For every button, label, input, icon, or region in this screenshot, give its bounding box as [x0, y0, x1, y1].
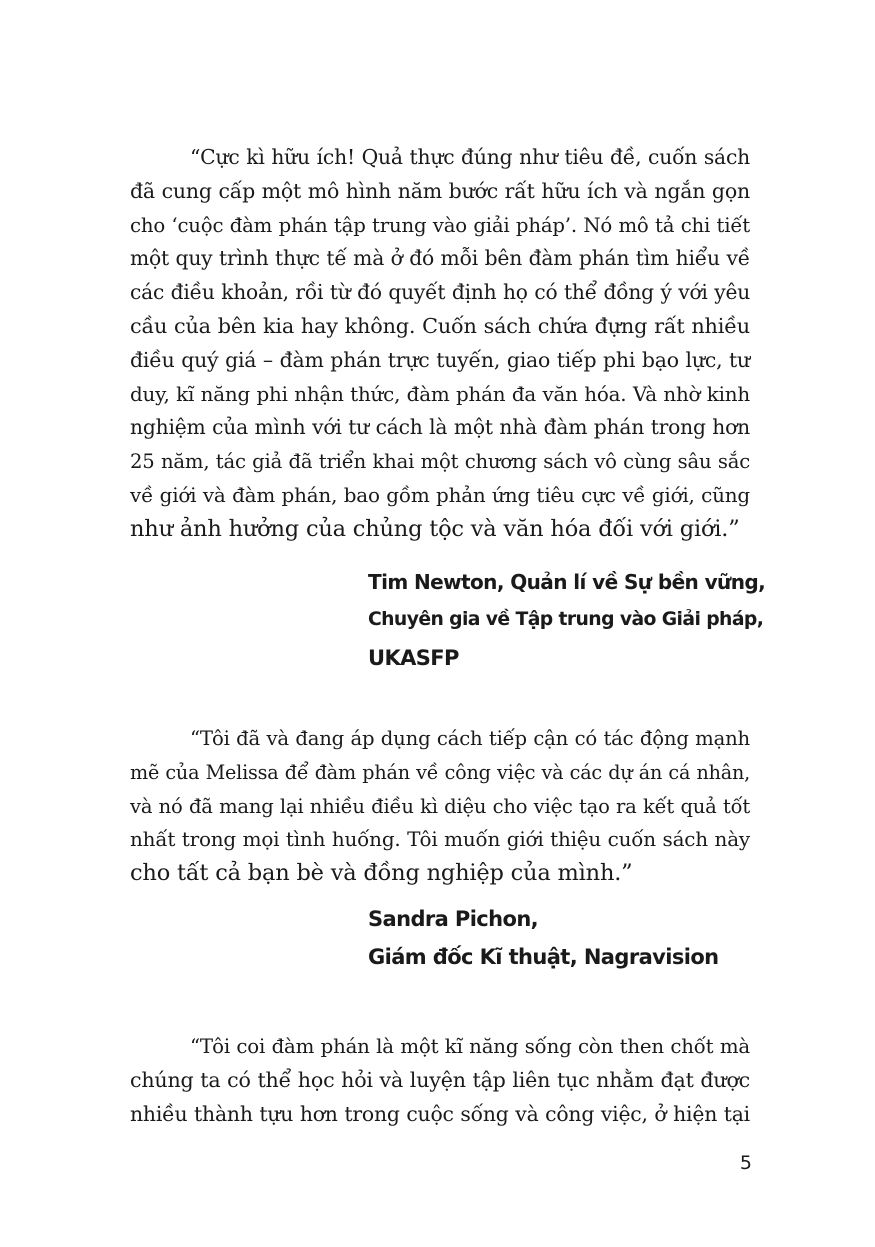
- quote-line: “Tôi đã và đang áp dụng cách tiếp cận có tác động mạnh: [190, 727, 750, 750]
- quote-line: mẽ của Melissa để đàm phán về công việc và các dự án cá nhân,: [130, 760, 750, 784]
- attribution-line: UKASFP: [368, 646, 459, 670]
- quote-line: các điều khoản, rồi từ đó quyết định họ có thể đồng ý với yêu: [130, 280, 750, 305]
- attribution-line: Sandra Pichon,: [368, 907, 539, 931]
- testimonial-quote-3: [130, 1030, 750, 1131]
- quote-line: một quy trình thực tế mà ở đó mỗi bên đàm phán tìm hiểu về: [130, 246, 750, 271]
- testimonial-quote-1: [130, 141, 750, 547]
- quote-line: cầu của bên kia hay không. Cuốn sách chứa đựng rất nhiều: [130, 313, 750, 338]
- quote-line: đã cung cấp một mô hình năm bước rất hữu ích và ngắn gọn: [130, 178, 750, 203]
- attribution-line: Chuyên gia về Tập trung vào Giải pháp,: [368, 609, 764, 630]
- quote-line: nhất trong mọi tình huống. Tôi muốn giới thiệu cuốn sách này: [130, 827, 750, 852]
- quote-line: và nó đã mang lại nhiều điều kì diệu cho việc tạo ra kết quả tốt: [130, 794, 750, 818]
- quote-line: về giới và đàm phán, bao gồm phản ứng tiêu cực về giới, cũng: [130, 482, 750, 507]
- testimonial-quote-2: [130, 722, 750, 891]
- quote-line: “Tôi coi đàm phán là một kĩ năng sống còn then chốt mà: [190, 1035, 750, 1058]
- quote-line: như ảnh hưởng của chủng tộc và văn hóa đối với giới.”: [130, 515, 740, 542]
- quote-line: điều quý giá – đàm phán trực tuyến, giao tiếp phi bạo lực, tư: [130, 347, 750, 372]
- attribution-line: Tim Newton, Quản lí về Sự bền vững,: [368, 570, 766, 594]
- quote-line: duy, kĩ năng phi nhận thức, đàm phán đa văn hóa. Và nhờ kinh: [130, 382, 750, 406]
- page-number: 5: [739, 1152, 752, 1174]
- quote-line: 25 năm, tác giả đã triển khai một chương sách vô cùng sâu sắc: [130, 450, 750, 474]
- quote-line: cho ‘cuộc đàm phán tập trung vào giải pháp’. Nó mô tả chi tiết: [130, 213, 750, 237]
- attribution-line: Giám đốc Kĩ thuật, Nagravision: [368, 945, 719, 969]
- quote-line: nghiệm của mình với tư cách là một nhà đàm phán trong hơn: [130, 415, 750, 440]
- testimonial-attribution-1: [368, 563, 768, 677]
- quote-line: “Cực kì hữu ích! Quả thực đúng như tiêu đề, cuốn sách: [190, 145, 750, 169]
- quote-line: nhiều thành tựu hơn trong cuộc sống và công việc, ở hiện tại: [130, 1101, 750, 1126]
- quote-line: cho tất cả bạn bè và đồng nghiệp của mình.”: [130, 860, 633, 887]
- testimonial-attribution-2: [368, 900, 768, 976]
- quote-line: chúng ta có thể học hỏi và luyện tập liên tục nhằm đạt được: [130, 1067, 750, 1092]
